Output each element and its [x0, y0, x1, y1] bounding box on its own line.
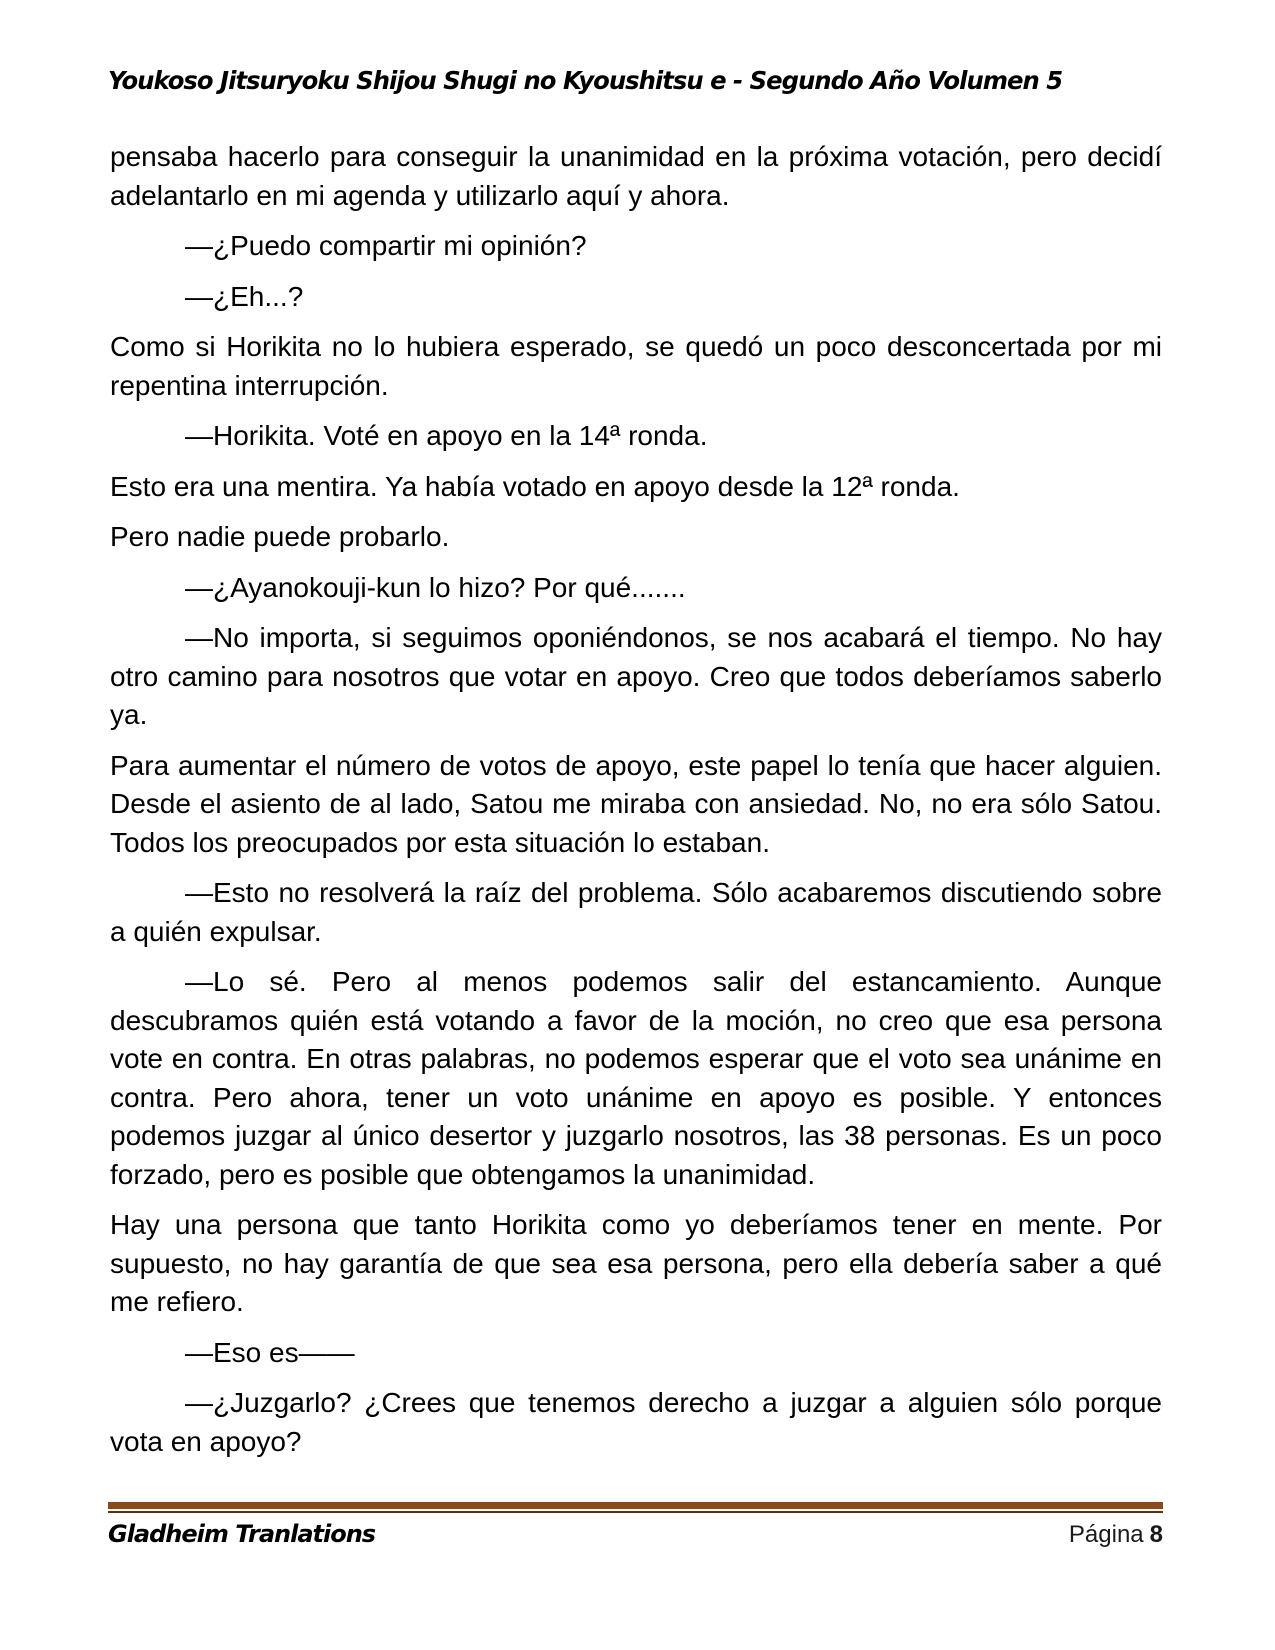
paragraph: Esto era una mentira. Ya había votado en apoyo desde la 12ª ronda. [110, 470, 960, 502]
page-header [108, 66, 1163, 95]
paragraph: —Eso es—— [185, 1336, 355, 1368]
paragraph: Pero nadie puede probarlo. [110, 521, 450, 552]
page-number-label: Página [1068, 1521, 1144, 1548]
page-number-value: 8 [1149, 1521, 1163, 1548]
paragraph: Hay una persona que tanto Horikita como yo deberíamos tener en mente. Por supuesto, no hay garantía de que sea esa persona, pero ella debería saber a qué me refiero. [110, 1209, 1162, 1317]
paragraph: Como si Horikita no lo hubiera esperado, se quedó un poco desconcertada por mi repentina interrupción. [110, 331, 1162, 401]
paragraph: —No importa, si seguimos oponiéndonos, se nos acabará el tiempo. No hay otro camino para nosotros que votar en apoyo. Creo que todos deberíamos saberlo ya. [110, 622, 1162, 730]
footer-rule [108, 1502, 1163, 1513]
document-body [110, 138, 1162, 1473]
paragraph: —¿Puedo compartir mi opinión? [185, 230, 587, 261]
paragraph: Para aumentar el número de votos de apoyo, este papel lo tenía que hacer alguien. Desde el asiento de al lado, Satou me miraba con ansiedad. No, no era sólo Satou. Todos los preocupados por esta situación lo estaban. [110, 749, 1162, 858]
page-number [1069, 1521, 1163, 1549]
footer-row [108, 1520, 1163, 1549]
paragraph: —¿Ayanokouji-kun lo hizo? Por qué....... [185, 571, 686, 603]
paragraph: —¿Eh...? [185, 280, 304, 312]
paragraph: —Lo sé. Pero al menos podemos salir del estancamiento. Aunque descubramos quién está votando a favor de la moción, no creo que esa persona vote en contra. En otras palabras, no podemos esperar que el voto sea unánime en contra. Pero ahora, tener un voto unánime en apoyo es posible. Y entonces podemos juzgar al único desertor y juzgarlo nosotros, las 38 personas. Es un poco forzado, pero es posible que obtengamos la unanimidad. [110, 966, 1162, 1190]
footer-brand: Gladheim Tranlations [108, 1520, 376, 1548]
paragraph: —Esto no resolverá la raíz del problema. Sólo acabaremos discutiendo sobre a quién expulsar. [110, 877, 1162, 947]
page-footer [108, 1502, 1163, 1549]
paragraph: —¿Juzgarlo? ¿Crees que tenemos derecho a juzgar a alguien sólo porque vota en apoyo? [110, 1387, 1162, 1457]
header-title: Youkoso Jitsuryoku Shijou Shugi no Kyoushitsu e - Segundo Año Volumen 5 [108, 66, 1063, 95]
paragraph: pensaba hacerlo para conseguir la unanimidad en la próxima votación, pero decidí adelantarlo en mi agenda y utilizarlo aquí y ahora. [110, 141, 1162, 211]
paragraph: —Horikita. Voté en apoyo en la 14ª ronda. [185, 420, 708, 451]
